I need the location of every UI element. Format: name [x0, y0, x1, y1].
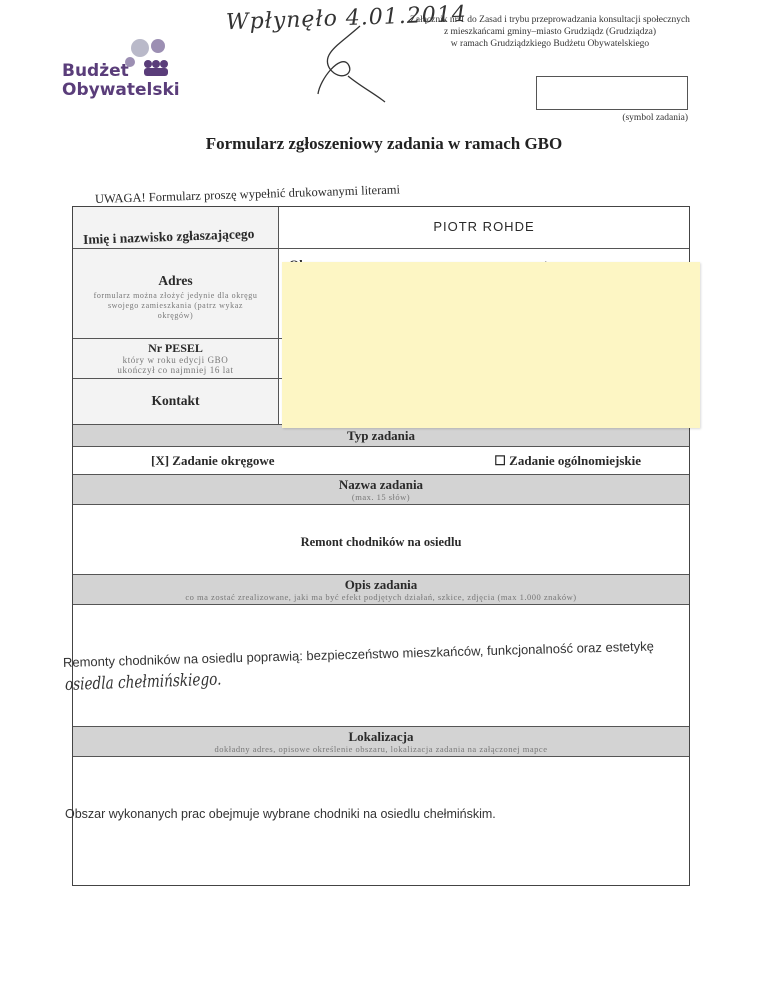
contact-label: Kontakt — [151, 393, 200, 408]
task-type-citywide-option[interactable]: ☐ Zadanie ogólnomiejskie — [494, 453, 641, 468]
location-hint: dokładny adres, opisowe określenie obszaru, lokalizacja zadania na załączonej mapce — [214, 744, 548, 754]
applicant-name-label-cell — [73, 207, 279, 248]
description-hint: co ma zostać zrealizowane, jaki ma być efekt podjętych działań, szkice, zdjęcia (max 1.000 znaków) — [185, 592, 577, 602]
address-hint: formularz można złożyć jedynie dla okręgu swojego zamieszkania (patrz wykaz okręgów) — [93, 291, 258, 320]
address-label-cell — [73, 249, 279, 338]
applicant-name-label: Imię i nazwisko zgłaszającego — [82, 226, 255, 247]
location-title: Lokalizacja — [348, 729, 414, 744]
task-name-header — [73, 475, 689, 505]
description-title: Opis zadania — [344, 577, 418, 592]
pesel-label-cell — [73, 339, 279, 378]
annex-line: z mieszkańcami gminy–miasto Grudziądz (Grudziądza) — [443, 27, 657, 37]
logo-title-line1: Budżet — [62, 61, 129, 81]
applicant-name-row — [73, 207, 689, 249]
redaction-sticky-note — [282, 262, 700, 428]
task-type-row — [73, 447, 689, 475]
contact-label-cell — [73, 379, 279, 424]
annex-line: Załącznik nr 1 do Zasad i trybu przeprowadzania konsultacji społecznych — [410, 15, 690, 25]
form-title: Formularz zgłoszeniowy zadania w ramach GBO — [205, 134, 563, 153]
task-symbol-label: (symbol zadania) — [622, 113, 688, 123]
task-name-row[interactable] — [73, 505, 689, 575]
logo-title-line2: Obywatelski — [62, 80, 180, 100]
task-type-header — [73, 425, 689, 447]
signature-scribble — [300, 24, 390, 104]
task-symbol-box — [536, 76, 688, 110]
handwritten-receipt-note: Wpłynęło 4.01.2014 — [225, 1, 468, 36]
notice-prefix: UWAGA! — [94, 190, 146, 206]
location-row[interactable] — [65, 757, 689, 885]
pesel-hint: który w roku edycji GBO ukończył co najmniej 16 lat — [117, 355, 234, 375]
task-name-title: Nazwa zadania — [338, 477, 424, 492]
annex-heading — [400, 14, 700, 50]
applicant-name-value-cell[interactable] — [279, 207, 689, 248]
location-value: Obszar wykonanych prac obejmuje wybrane chodniki na osiedlu chełmińskim. — [65, 807, 496, 821]
pesel-label: Nr PESEL — [148, 341, 203, 355]
location-header — [73, 727, 689, 757]
description-text-line2: osiedla chełmińskiego. — [64, 669, 222, 695]
notice — [95, 182, 400, 207]
description-text-line1: Remonty chodników na osiedlu poprawią: bezpieczeństwo mieszkańców, funkcjonalność oraz estetykę — [62, 638, 655, 670]
notice-text: Formularz proszę wypełnić drukowanymi literami — [148, 182, 401, 205]
description-row[interactable] — [62, 605, 689, 727]
task-name-value: Remont chodników na osiedlu — [300, 535, 462, 549]
task-type-title: Typ zadania — [346, 428, 416, 443]
address-label: Adres — [158, 273, 193, 288]
annex-line: w ramach Grudziądzkiego Budżetu Obywatelskiego — [450, 39, 650, 49]
task-type-district-option[interactable]: [X] Zadanie okręgowe — [151, 453, 275, 468]
description-header — [73, 575, 689, 605]
applicant-name-value: PIOTR ROHDE — [433, 219, 535, 234]
task-name-hint: (max. 15 słów) — [351, 492, 411, 502]
